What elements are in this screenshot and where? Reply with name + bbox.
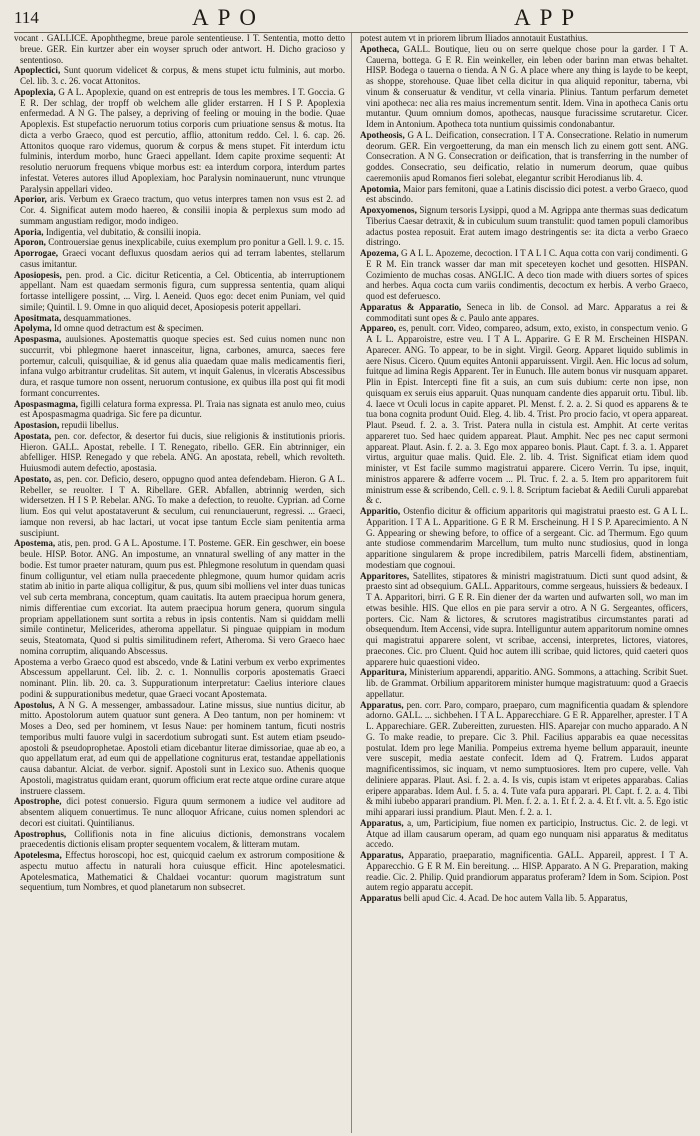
entry-headword: Apostasion, [14,420,60,430]
entry-text: Satellites, stipatores & ministri magistratuum. Dicti sunt quod adsint, & praesto sint ad obsequium. GALL. Apparitours, comme sergeaus, huissiers & bedeaux. I T A. Apparitori, birri. G E R. Ein diener der da warten und aufwarten soll, wo man im etwas besihle. HIS. Que ellos en pie para servir a otro. A N G. Sergeantes, officers, porters. Cic. Nam & lictores, & scrutores magistratibus circumstantes parati ad obsequendum. Item Accensi, vide supra. Intelliguntur autem apparitorum nomine omnes qui magistratui apparere solent, vt scribae, accensi, interpretes, lictores, viatores, praecones. Cic. pro Cluent. Quid hoc autem illi scribae, quid lictores, quid caeteri quos apparere huic quaestioni video. [366,570,688,667]
entry-text: G A L. Apoplexie, quand on est entrepris de tous les membres. I T. Goccia. G E R. Der schlag, der tropff ob welchem alle glider erstarren. H I S P. Apoplexia enfermedad. A N G. The palsey, a depriving of feeling or mouing in the bodie. Quae Apoplexis. Est stupefactio neruorum totius corporis cum priuatione sensus & motus. Ita dicta a verbo Graeco, quod est percutio, afflio, attonitum reddo. Cel. l. 6. cap. 26. Attonitos quoque raro videmus, quorum & corpus & mens stupet. Fit interdum ictu fulminis, interdum morbo, hunc Graeci appellant. Idem capite proxime sequenti: At resolutio neruorum frequens vbique morbus est: ea interdum corpora, interdum partes infestat. Veteres autores illud Apoplexiam, hoc Paralysin nominauerunt, nunc vtrunque Paralysin appellari video. [20,86,345,194]
entry-headword: Apparitura, [360,667,407,678]
entry-headword: Apoplexia, [14,86,56,97]
entry-headword: Apostema, [14,538,56,549]
entry-text: pen. cor. defector, & desertor fui ducis, siue religionis & institutionis prioris. Hieron. GALL. Apostat, rebelle. I T. Renegato, ribello. GER. Ein abtrinniger, ein abfelliger. HISP. Renegado y que rebela. ANG. An apostata, rebell, which revolteth. Huiusmodi autem defectio, apostasia. [20,430,345,473]
entry-text: atis, pen. prod. G A L. Apostume. I T. Posteme. GER. Ein geschwer, ein boese beule. HISP. Botor. ANG. An impostume, an vnnatural swelling of any matter in the bodie. Est tumor praeter naturam, quum pus est. Phlegmone resolutum in quendam quasi finum colliguntur, vel etiam nulla praecedente phlegmone, quum humor quidam acris statim ab initio in parte aliqua colligitur, & pus, quum sibi molliens vel inter duas tunicas vel sub certa membrana, conceptum, quam cauitatis. Ita autem praecipua horum genera, nimis differentiae cum excoriat. Ita autem praecipua horum genera, quorum singula propriam appellationem sunt sortita a rebus in ipsis contentis. Nam si quiddam melli simile continetur, Melicerides, atheroma appellatur. Si pinguae quippiam in modum seuis, Steatomata, Quod si pultis similitudinem refert, Atheroma. Si vero Graeco haec nomina corruptim, aliquando Abscessus. [20,538,345,656]
dictionary-entry [360,44,688,130]
dictionary-entry [360,700,688,818]
entry-headword: Appareo, [360,323,396,334]
dictionary-entry [360,33,688,44]
dictionary-entry [14,334,345,399]
dictionary-entry [14,248,345,270]
dictionary-entry [14,313,345,324]
dictionary-entry [14,538,345,656]
dictionary-entry [360,571,688,668]
dictionary-entry [360,130,688,184]
entry-headword: Apparitio, [360,506,401,516]
entry-headword: Apoxyomenos, [360,205,417,215]
dictionary-entry [14,399,345,421]
entry-headword: Apotomia, [360,183,401,194]
dictionary-entry [14,796,345,828]
entry-headword: Apotelesma, [14,850,62,860]
entry-text: as, pen. cor. Deficio, desero, oppugno quod antea defendebam. Hieron. G A L. Rebeller, se reuolter. I T A. Ribellare. GER. Abfallen, abtrinnig werden, sich widersetzen. H I S P. Rebelar. ANG. To make a defection, to reuolte. Cyprian. ad Corne lium. Eos qui velut apostataverunt & seculum, cui renunciauerunt, regressi. ... Graeci, iamque non reversi, ab hac lactari, ut vocat ipse tantum Eccle siam penitentia arma suscipiunt. [20,473,345,538]
entry-text: Effectus horoscopi, hoc est, quicquid caelum ex astrorum compositione & aspectu mutuo affectu in naturali hora cuiusque efficit. Hinc apotelesmatici. Apotelesmatica, Mathematici & Chaldaei vocantur: quorum magistratum sunt sequentium, tum Nombres, et quod planetarum non subsecret. [20,850,346,893]
dictionary-entry [14,700,345,797]
entry-headword: Apospasmagma, [14,398,78,409]
running-header [14,6,688,33]
entry-headword: Aporrogae, [14,248,59,258]
entry-text: a, um, Participium, fiue nomen ex participio, Instructus. Cic. 2. de legi. vt Atque ad illam causarum operam, ad quam ego nunquam nisi apparatus & meditatus accedo. [366,817,688,850]
entry-text: potest autem vt in priorem librum Iliados annotauit Eustathius. [360,33,589,43]
dictionary-entry [14,227,345,238]
dictionary-entry [360,302,688,324]
entry-headword: Apositmata, [14,312,62,323]
entry-text: Indigentia, vel dubitatio, & consilii inopia. [45,226,201,237]
entry-headword: Apolyma, [14,323,52,334]
dictionary-entry [360,893,688,904]
dictionary-entry [14,657,345,700]
dictionary-entry [14,829,345,851]
entry-text: vocant . GALLICE. Apophthegme, breue parole sententieuse. I T. Sententia, motto detto breue. GER. Ein kurtzer aber ein woyser spruch oder antwort. H. Dicho gracioso y sententioso. [14,33,345,65]
dictionary-entry [14,850,345,893]
entry-text: Ostenfio dicitur & officium apparitoris qui magistratui praesto est. G A L L. Apparition. I T A L. Apparitione. G E R M. Erscheinung. H I S P. Aparecimiento. A N G. Appearing or shewing before, to office of a sergeant. Cic. ad Thermum. Ego quum ante studiose commendarim Marcellum, tum multo nunc studiosius, quod in longa apparitione singularem & prope incredibilem, patris Marcelli fidem, abstinentiam, modestiam que cognoui. [366,506,688,570]
dictionary-entry [14,270,345,313]
dictionary-entry [14,65,345,87]
dictionary-entry [14,431,345,474]
entry-headword: Apospasma, [14,334,62,344]
entry-headword: Apostrophus, [14,828,67,839]
dictionary-entry [14,33,345,65]
entry-text: Apparatio, praeparatio, magnificentia. GALL. Appareil, apprest. I T A. Apparecchio. G E R M. Ein bereitung. ... HISP. Apparato. A N G. Preparation, making readie. Cic. 2. Philip. Quid prandiorum apparatus proferam? Idem in Som. Scipion. Post autem regio apparatu accepit. [366,850,688,893]
entry-text: dici potest conuersio. Figura quum sermonem a iudice vel auditore ad absentem aliquem conuertimus. Te nunc alloquor Africane, cuius nomen splendori ac decori est ciuitati. Quintilianus. [20,796,345,828]
entry-text: Ministerium apparendi, apparitio. ANG. Sommons, a attaching. Scribit Suet. lib. de Grammat. Orbilium apparitorem minister humque magistratuum: quod a Graecis appellatur. [366,667,688,699]
dictionary-entry [360,323,688,506]
entry-text: pen. corr. Paro, comparo, praeparo, cum magnificentia quadam & splendore adorno. GALL. ... sichbehen. I T A L. Apparecchiare. G E R. Apparelher, aprester. I T A L. Apparechiare. GER. Zubereitten, zuruesten. HIS. Aparejar con mucho apparado. A N G. To make readie, to prepare. Cic 3. Phil. Facilius apparabis ea quae necessitas postulat. Idem pro lege Manilia. Pompeius extrema hyeme bellum apparauit, ineunte vere suscepit, media aestate confecit. Idem ad Q. Fratrem. Ludos apparat magnificentissimos, sic inquam, vt nemo sumptuosiores. Item pro cupere, velle. Vah deliniere apparas. Plaut. Asi. f. 2. a. 4. Is vis, cupis istam vt eripetes apparabas. Calias eripere apparabas. Idem Aul. f. 5. a. 4. Tute vafa pura apparari. Pl. Capt. f. 2. a. 4. Tibi & mihi iubebo apparari prandium. Pl. Men. f. 2. a. 1. Et f. 2. a. 4. Et f. vlt. a. 5. Ego istic mihi apparari iussi prandium. Plaut. Men. f. 2. a. 1. [366,699,688,817]
page-number: 114 [14,8,39,27]
two-column-body [14,33,688,1133]
entry-text: auulsiones. Apostemattis quoque species est. Sed cuius nomen nunc non succurrit, vbi phlegmone haeret innasceitur, ligna, carbones, amurca, saeces fere portemur, calculi, quisquiliae, & id genus alia quaedam quae malis medicamentis fieri, infana vulgo arbitrantur crudelitas. Sit autem, vt inquit Galenus, in vlceratis Abscessibus dura, et rasque tumore non ossent, neruorum contusione, ex quibus illa post qui fit modi formant concurrentes. [20,334,345,398]
entry-headword: Apostrophe, [14,796,62,807]
entry-headword: Apparitores, [360,570,410,581]
dictionary-entry [14,323,345,334]
dictionary-entry [14,87,345,195]
entry-text: belli apud Cic. 4. Acad. De hoc autem Valla lib. 5. Apparatus, [403,893,628,903]
entry-headword: Apparatus [360,893,402,903]
entry-text: G A L. Deification, consecration. I T A. Consecratione. Relatio in numerum deorum. GER. Ein vergoetterung, da man ein mensch lich zu einem gott sent. ANG. Consecration. A N G. Consecration or deification, that is transferring in the number of goddes. Consecratio, seu deificatio, relatio in numerum deorum, quae quibus caeremoniis apud Romanos fieri solebat, elegantur scribit Herodianus lib. 4. [366,129,688,183]
left-column [14,33,351,1133]
entry-headword: Aposiopesis, [14,269,62,280]
entry-headword: Apparatus, [360,699,404,710]
dictionary-entry [360,184,688,206]
entry-headword: Aporior, [14,194,47,205]
dictionary-entry [360,248,688,302]
entry-text: aris. Verbum ex Graeco tractum, quo vetus interpres tamen non vsus est 2. ad Cor. 4. Significat autem modo haereo, & consilii inopia & perplexus sum modo ad summam angustiam redigor, modo indigeo. [20,194,345,226]
entry-text: Collifionis nota in fine alicuius dictionis, demonstrans vocalem praecedentis dictionis elisam propter sequentem vocalem, & litteram mutam. [20,828,345,850]
entry-headword: Aporon, [14,237,46,248]
entry-text: Id omne quod detractum est & specimen. [53,323,204,334]
dictionary-entry [360,667,688,699]
entry-headword: Apostato, [14,473,52,484]
entry-text: Signum tersoris Lysippi, quod a M. Agrippa ante thermas suas dedicatum Tiberius Caesar detraxit, & in cubiculum suum transtulit: quod tamen populi clamoribus adactus postea reposuit. Erat autem imago destringentis se: ita dicta a verbo Graeco distringo. [366,205,688,248]
entry-headword: Apotheca, [360,43,400,54]
entry-text: pen. prod. a Cic. dicitur Reticentia, a Cel. Obticentia, ab interruptionem appellant. Nam est quaedam sermonis figura, cum suppressa sententia, quam aliqui fortasse intelligere possint, ... Virg. l. Aeneid. Quos ego: decet enim Puniam, vel quid simile; Quintil. l. 9. Omne in quo aliquid decet, Aposiopesis poterit appellari. [20,269,345,312]
entry-text: A N G. A messenger, ambassadour. Latine missus, siue nuntius dicitur, ab mitto. Apostolorum autem quatuor sunt genera. A Deo tantum, non per hominem: vt Moses a Deo, sed per hominem, vt Iesus Naue: per hominem tantum, ficuti nostris temporibus multi fauore vulgi in sacerdotium subrogati sunt. Est autem etiam pseudo-apostoli & pseudoprophetae. Apostoli etiam dicebantur literae dimissoriae, quae ab eo, a quo appellatum erat, ad eum qui de appellatione cogniturus erat, testandae appellationis causa dabantur. Alciat. de verbor. signif. Apostoli sunt in Lexico suo. Athenis quoque Apostoli, magistratus quidam erant, quorum officium erat recte atque ordine curare atque instruere classem. [20,699,345,796]
entry-text: es, penult. corr. Video, compareo, adsum, exto, existo, in conspectum venio. G A L L. Apparoistre, estre veu. I T A L. Apparire. G E R M. Erscheinen HISPAN. Aparecer. ANG. To appear, to be in sight. Virgil. Georg. Apparet liquido sublimis in aere Nisus. Cicero. Quum equites Antonii apparuissent. Virgil. Aen. Hic locus ad solum, fuitque ad limina Regis Apparent. Ter in Eunuch. Ille autem bonus vir nusquam apparet. Plin in Epist. Intercepti fine fit a suis, an cum suis dubium: certe non ipse, non quisquam ex seruis eius apparuit. Quas nunquam candente dies apparuit ortu. Tibul. lib. 4. Iaece vt Oculi locus in capite apparet. Pl. Menst. f. 2. a. 2. Si quod es apparens & te tua bona cognita produnt Ouid. Eleg. 4. lib. 4. Trist. Pro procio facio, vt opera appareat. Plaut. Pseud. f. 2. a. 3. Trist. Patera nulla in cistula est. Amphit. At certe veritas appareret tuo. Sed haec quidem appareat. Plaut. Amphit. Nec pes nec caput sermoni appareat. Plaut. Asin. f. 2. a. 3. Ego mox appareo bonis. Plaut. Capt. f. 3. a. 1. Apparet virtus, arguitur quae malis. Quid. Ele. 2. lib. 4. Trist. Significat etiam idem quod minister, vt Est facile summo magistratui apparere. Cicero Verrin. Tu ipse, inquit, ministros apparere & adferre vocem ... Pl. Truc. f. 2. a. 5. Item pro apparitorem fuit ministrum esse & scribendo, Cell. c. 9. l. 8. Scriptum faciebat & Aedili Curuli apparebat & c. [366,323,688,506]
entry-text: figilli celatura forma expressa. Pl. Traia nas signata est anulo meo, cuius est Apospasmagma quadriga. Sic fere pa dicuntur. [20,398,345,420]
entry-text: repudii libellus. [61,420,119,430]
entry-headword: Aporia, [14,226,44,237]
entry-text: Graeci vocant defluxus quosdam aerios qui ad terram labentes, stellarum casus imitantur. [20,248,345,269]
entry-headword: Apostata, [14,430,52,441]
entry-text: Sunt quorum videlicet & corpus, & mens stupet ictu fulminis, aut morbo. Cel. lib. 3. c. 26. vocat Attonitos. [20,65,345,86]
right-column [351,33,688,1133]
entry-text: GALL. Boutique, lieu ou on serre quelque chose pour la garder. I T A. Cauerna, bottega. G E R. Ein weinkeller, ein leben oder barinn man etwas behaltet. HISP. Bodega o tauerna o tienda. A N G. A place where any thing is layde to be keept, as shoppe, storehouse. Quae libet cella dicitur in qua aliquid reponitur, taberna, vbi vinum & conseruatur & venditur, vt cella vinaria. Plinius. Tantum perfarum demetet vini apotheca: nec alia res maius incrementum sentit. Idem. Vina in apotheca Canis ortu mutantur. Quum omnium domos, apothecas, nausque furacissime scrutaretur. Cicer. Idem in Antonium. Apotheca tota nuntium quissimis condonabantur. [366,43,688,129]
entry-headword: Apoplectici, [14,65,61,76]
dictionary-entry [360,818,688,850]
dictionary-entry [14,474,345,539]
dictionary-entry [14,237,345,248]
right-running-heading: APP [514,5,584,30]
entry-headword: Apparatus & Apparatio, [360,301,462,312]
entry-headword: Apotheosis, [360,129,405,140]
entry-text: desquammationes. [63,312,131,323]
entry-text: Apostema a verbo Graeco quod est abscedo, vnde & Latini verbum ex verbo exprimentes Abscessum appellarunt. Cel. lib. 2. c. 1. Nonnullis corporis apostematis Graeci nominant. Plin. lib. 20. ca. 3. Suppurationum interpretatur: Caelius interiore claues podini & suppurationibus medetur, quae Graeci vocant Apostemata. [14,656,345,699]
entry-headword: Apparatus, [360,817,404,828]
dictionary-entry [360,506,688,571]
entry-headword: Apostolus, [14,699,55,710]
entry-headword: Apozema, [360,248,399,258]
dictionary-entry [360,205,688,248]
entry-headword: Apparatus, [360,850,404,860]
entry-text: G A L L. Apozeme, decoction. I T A L I C. Aqua cotta con varij condimenti. G E R M. Ein tranck wasser dar man mit speceteyen kochet und gesotten. HISPAN. Cozimiento de muchas cosas. ANGLIC. A deco tion made with diuers sortes of spices and herbes. Aqua cocta cum variis condimentis, decoctum ex herbis. A verbo Graeco, quod est deferuesco. [366,248,688,301]
dictionary-entry [14,194,345,226]
left-running-heading: APO [192,5,266,30]
entry-text: Maior pars femitoni, quae a Latinis discissio dici potest. a verbo Graeco, quod est abscindo. [366,183,688,205]
dictionary-entry [360,850,688,893]
dictionary-entry [14,420,345,431]
entry-text: Seneca in lib. de Consol. ad Marc. Apparatus a rei & commoditati sunt opes & c. Paulo ante appares. [366,301,688,323]
entry-text: Controuersiae genus inexplicabile, cuius exemplum pro ponitur a Gell. l. 9. c. 15. [48,237,345,248]
